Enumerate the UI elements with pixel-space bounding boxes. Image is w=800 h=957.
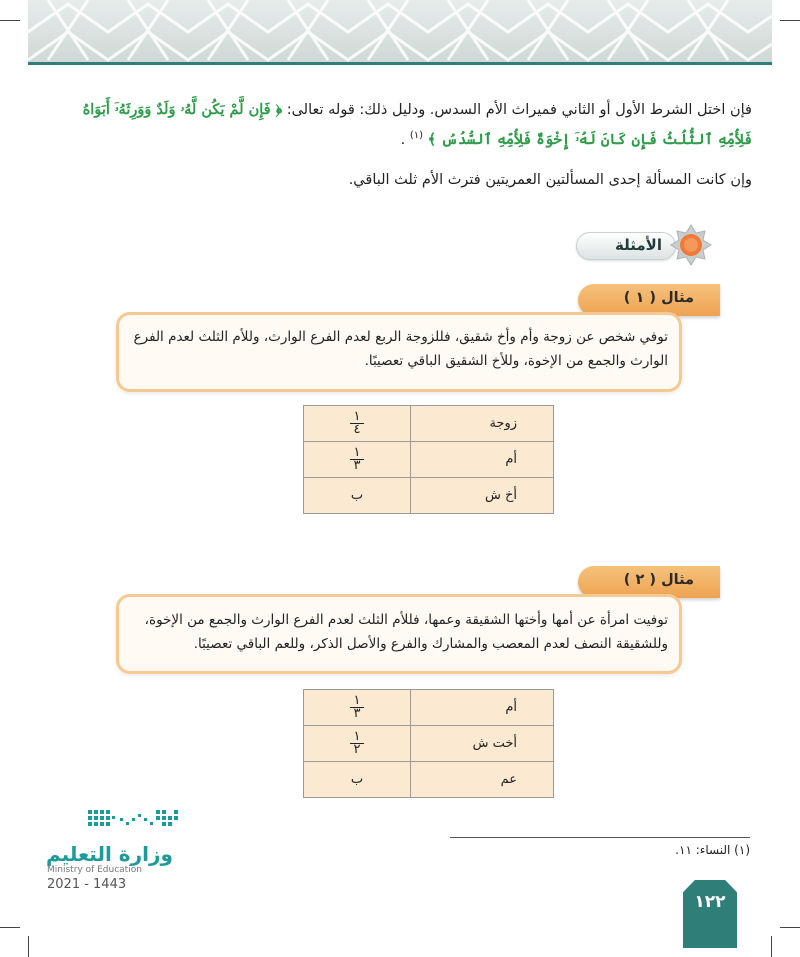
heir-cell: زوجة: [411, 406, 554, 442]
table-row: [304, 762, 554, 798]
heir-cell: أخ ش: [411, 478, 554, 514]
crop-mark: [0, 927, 20, 928]
quran-verse: ﴿ فَإِن لَّمْ يَكُن لَّهُۥ وَلَدٌ وَوَرِثَهُۥٓ أَبَوَاهُ: [82, 101, 283, 118]
intro-text: .: [400, 131, 406, 148]
footnote-ref[interactable]: (١): [409, 130, 423, 141]
table-row: [304, 478, 554, 514]
crop-mark: [28, 936, 29, 957]
share-cell: [304, 406, 411, 442]
share-cell: ب: [304, 478, 411, 514]
header-rule: [28, 62, 772, 65]
example-1-line-1: توفي شخص عن زوجة وأم وأخ شقيق، فللزوجة الربع لعدم الفرع الوارث، وللأم الثلث لعدم الفرع: [133, 329, 668, 345]
denominator: ٤: [353, 421, 361, 437]
share-cell: [304, 726, 411, 762]
heir-cell: أم: [411, 690, 554, 726]
intro-line-1: [83, 98, 752, 122]
fraction: [350, 728, 365, 757]
example-2-line-2: وللشقيقة النصف لعدم المعصب والمشارك والفرع والأصل الذكر، وللعم الباقي تعصيبًا.: [193, 636, 668, 652]
intro-line-3: [349, 168, 752, 192]
edition-year: 2021 - 1443: [47, 877, 127, 892]
footnote-rule: [450, 837, 750, 838]
page-number-tab: [683, 880, 737, 948]
example-1-line-2: الوارث والجمع من الإخوة، وللأخ الشقيق الباقي تعصيبًا.: [364, 353, 668, 369]
numerator: ١: [350, 411, 365, 424]
numerator: ١: [350, 695, 365, 708]
example-1-table: [303, 405, 554, 514]
intro-text: فإن اختل الشرط الأول أو الثاني فميراث الأم السدس. ودليل ذلك: قوله تعالى:: [286, 102, 752, 118]
example-2-table: [303, 689, 554, 798]
page-number: ١٢٢: [694, 892, 726, 912]
table-row: [304, 406, 554, 442]
table-row: [304, 442, 554, 478]
fraction: [350, 444, 365, 473]
share-cell: [304, 690, 411, 726]
share-cell: ب: [304, 762, 411, 798]
share-cell: [304, 442, 411, 478]
example-1-label: مثال ( ١ ): [623, 290, 694, 306]
denominator: ٣: [353, 705, 361, 721]
fraction: [350, 692, 365, 721]
example-2-line-1: توفيت امرأة عن أمها وأختها الشقيقة وعمها، فللأم الثلث لعدم الفرع الوارث والجمع من الإخوة،: [144, 612, 668, 628]
crop-mark: [780, 20, 800, 21]
quran-verse: فَلِأُمِّهِ ٱلثُّلُثُ فَإِن كَانَ لَهُۥٓ إِخْوَةٌ فَلِأُمِّهِ ٱلسُّدُسُ ﴾: [427, 130, 752, 148]
table-row: [304, 726, 554, 762]
footnote: (١) النساء: ١١.: [675, 843, 750, 857]
fraction: [350, 408, 365, 437]
example-2-label: مثال ( ٢ ): [623, 572, 694, 588]
crop-mark: [780, 927, 800, 928]
heir-cell: أخت ش: [411, 726, 554, 762]
geometric-pattern-header: [28, 0, 772, 64]
ministry-name-arabic: وزارة التعليم: [46, 842, 173, 866]
section-title: الأمثلة: [615, 236, 662, 254]
header-pattern-band: [28, 0, 772, 64]
ministry-name-english: Ministry of Education: [47, 865, 142, 875]
examples-section-title: [588, 224, 712, 264]
table-row: [304, 690, 554, 726]
intro-line-2: [401, 124, 752, 152]
denominator: ٢: [353, 741, 361, 757]
intro-text: وإن كانت المسألة إحدى المسألتين العمريتين فترث الأم ثلث الباقي.: [348, 172, 752, 188]
crop-mark: [771, 936, 772, 957]
denominator: ٣: [353, 457, 361, 473]
heir-cell: أم: [411, 442, 554, 478]
crop-mark: [0, 20, 20, 21]
octagram-star-icon: [670, 224, 712, 266]
numerator: ١: [350, 731, 365, 744]
moe-dots-logo-icon: [86, 806, 180, 834]
numerator: ١: [350, 447, 365, 460]
heir-cell: عم: [411, 762, 554, 798]
